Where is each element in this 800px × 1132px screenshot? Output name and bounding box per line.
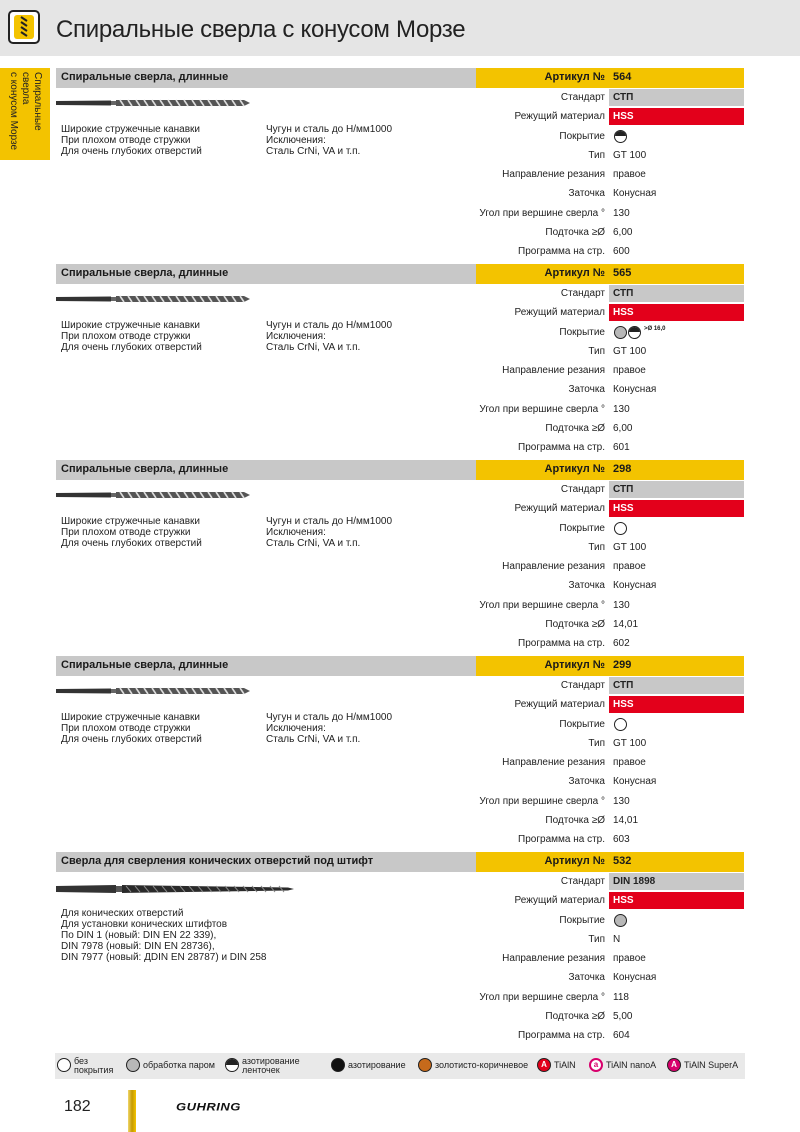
gold-coating-icon (418, 1058, 432, 1072)
spec-label: Подточка ≥Ø (545, 619, 605, 631)
spec-row (476, 519, 744, 538)
product-description: Широкие стружечные канавки При плохом отводе стружки Для очень глубоких отверстий (61, 124, 202, 157)
article-bar[interactable] (476, 460, 744, 480)
spec-value: Конусная (613, 188, 657, 200)
material-description: Чугун и сталь до Н/мм1000 Исключения: Сталь CrNi, VA и т.п. (266, 712, 393, 745)
coating-uncoated-icon (614, 522, 627, 535)
spec-value: HSS (613, 503, 634, 515)
spec-row (476, 107, 744, 126)
spec-value: Конусная (613, 384, 657, 396)
page-title: Спиральные сверла с конусом Морзе (56, 16, 466, 43)
spec-value: СТП (613, 92, 634, 103)
spec-value: 604 (613, 1030, 630, 1042)
uncoated-icon (57, 1058, 71, 1072)
spec-label: Тип (588, 345, 605, 357)
spec-row (476, 242, 744, 261)
legend-tialn-super: TiAlN SuperA (684, 1060, 739, 1070)
spec-value: правое (613, 953, 646, 965)
spec-row (476, 988, 744, 1007)
article-number: 299 (613, 659, 632, 671)
drill-image (56, 686, 256, 696)
spec-value: N (613, 933, 621, 945)
spec-label: Заточка (568, 384, 605, 396)
legend-gold: золотисто-коричневое (435, 1060, 529, 1070)
tialn-icon: A (537, 1058, 551, 1072)
spec-label: Подточка ≥Ø (545, 227, 605, 239)
page-header (0, 0, 800, 56)
spec-value: правое (613, 365, 646, 377)
spec-value: 600 (613, 246, 630, 258)
spec-label: Программа на стр. (518, 442, 605, 454)
spec-table (476, 284, 744, 458)
spec-value: 130 (613, 207, 630, 219)
spec-value: 5,00 (613, 1011, 633, 1023)
spec-value: 602 (613, 638, 630, 650)
spec-value: Конусная (613, 580, 657, 592)
spec-value: 130 (613, 795, 630, 807)
spec-row (476, 891, 744, 910)
spec-label: Покрытие (559, 718, 605, 730)
spec-value: правое (613, 561, 646, 573)
spec-value: СТП (613, 680, 634, 691)
spec-label: Тип (588, 737, 605, 749)
spec-label: Подточка ≥Ø (545, 423, 605, 435)
spec-row (476, 361, 744, 380)
nitride-icon (331, 1058, 345, 1072)
spec-label: Подточка ≥Ø (545, 1011, 605, 1023)
spec-value: 6,00 (613, 227, 633, 239)
spec-label: Заточка (568, 972, 605, 984)
spec-value: 118 (613, 991, 629, 1003)
article-number: 564 (613, 71, 632, 83)
legend-tialn-nano: TiAlN nanoA (606, 1060, 657, 1070)
spec-row (476, 146, 744, 165)
product-section (56, 68, 744, 258)
spec-row (476, 792, 744, 811)
spec-row (476, 184, 744, 203)
chapter-side-tab[interactable] (0, 68, 50, 160)
spec-label: Направление резания (502, 365, 605, 377)
section-title: Сверла для сверления конических отверстий под штифт (61, 855, 374, 867)
spec-label: Покрытие (559, 326, 605, 338)
spec-row (476, 753, 744, 772)
spec-label: Режущий материал (514, 503, 605, 515)
product-section (56, 264, 744, 454)
section-title: Спиральные сверла, длинные (61, 659, 229, 671)
material-description: Чугун и сталь до Н/мм1000 Исключения: Сталь CrNi, VA и т.п. (266, 124, 393, 157)
spec-value: СТП (613, 484, 634, 495)
spec-label: Режущий материал (514, 895, 605, 907)
spec-row (476, 695, 744, 714)
spec-label: Направление резания (502, 561, 605, 573)
spec-row (476, 1007, 744, 1026)
spec-row (476, 284, 744, 303)
spec-row (476, 676, 744, 695)
tialn-super-icon: A (667, 1058, 681, 1072)
spec-label: Режущий материал (514, 307, 605, 319)
product-section (56, 460, 744, 650)
spec-value: GT 100 (613, 345, 647, 357)
spec-label: Угол при вершине сверла ° (479, 991, 605, 1003)
product-description: Для конических отверстий Для установки конических штифтов По DIN 1 (новый: DIN EN 22 339), DIN 7978 (новый: DIN EN 28736), DIN 7977 (новый: ДDIN EN 28787) и DIN 258 (61, 908, 267, 963)
spec-row (476, 634, 744, 653)
spec-value: 130 (613, 403, 630, 415)
spec-row (476, 88, 744, 107)
spec-row (476, 872, 744, 891)
spec-label: Угол при вершине сверла ° (479, 599, 605, 611)
spec-table (476, 676, 744, 850)
steam-treated-icon (126, 1058, 140, 1072)
spec-label: Тип (588, 149, 605, 161)
spec-value: HSS (613, 895, 634, 907)
spec-row (476, 557, 744, 576)
spec-row (476, 811, 744, 830)
spec-row (476, 323, 744, 342)
nitride-band-icon (225, 1058, 239, 1072)
coating-uncoated-icon (614, 718, 627, 731)
spec-value: 6,00 (613, 423, 633, 435)
article-label: Артикул № (544, 463, 605, 475)
spec-label: Покрытие (559, 522, 605, 534)
spec-value: 130 (613, 599, 630, 611)
spec-value: GT 100 (613, 737, 647, 749)
spec-row (476, 380, 744, 399)
spec-value: СТП (613, 288, 634, 299)
coating-steam-icon (614, 326, 627, 339)
spec-row (476, 968, 744, 987)
spec-label: Покрытие (559, 914, 605, 926)
spec-row (476, 538, 744, 557)
spec-row (476, 303, 744, 322)
coating-legend (55, 1053, 745, 1079)
brand-logo: GUHRING (176, 1100, 241, 1113)
spec-value: правое (613, 757, 646, 769)
spec-row (476, 615, 744, 634)
spec-row (476, 499, 744, 518)
spec-value: HSS (613, 111, 634, 123)
spec-value: правое (613, 169, 646, 181)
spec-label: Угол при вершине сверла ° (479, 207, 605, 219)
spec-row (476, 949, 744, 968)
article-bar[interactable] (476, 656, 744, 676)
spec-row (476, 400, 744, 419)
spec-label: Стандарт (560, 876, 605, 887)
spec-value: HSS (613, 307, 634, 319)
spec-label: Программа на стр. (518, 246, 605, 258)
spec-row (476, 576, 744, 595)
spec-row (476, 480, 744, 499)
spec-label: Стандарт (560, 92, 605, 103)
spec-row (476, 596, 744, 615)
spec-label: Заточка (568, 188, 605, 200)
coating-nitride-band-icon (614, 130, 627, 143)
spec-label: Направление резания (502, 757, 605, 769)
tialn-nano-icon: a (589, 1058, 603, 1072)
spec-value: HSS (613, 699, 634, 711)
spec-label: Подточка ≥Ø (545, 815, 605, 827)
spec-row (476, 127, 744, 146)
spec-row (476, 223, 744, 242)
legend-tialn: TiAlN (554, 1060, 576, 1070)
product-description: Широкие стружечные канавки При плохом отводе стружки Для очень глубоких отверстий (61, 712, 202, 745)
spec-value: Конусная (613, 776, 657, 788)
side-tab-label: Спиральные сверла с конусом Морзе (8, 72, 43, 151)
spec-value: 14,01 (613, 619, 639, 631)
article-number: 532 (613, 855, 632, 867)
spec-label: Программа на стр. (518, 1030, 605, 1042)
spec-label: Стандарт (560, 484, 605, 495)
article-label: Артикул № (544, 71, 605, 83)
spec-label: Покрытие (559, 130, 605, 142)
drill-image (56, 490, 256, 500)
spec-label: Тип (588, 541, 605, 553)
spec-label: Направление резания (502, 953, 605, 965)
material-description: Чугун и сталь до Н/мм1000 Исключения: Сталь CrNi, VA и т.п. (266, 320, 393, 353)
article-number: 565 (613, 267, 632, 279)
spec-table (476, 88, 744, 262)
article-label: Артикул № (544, 267, 605, 279)
spec-label: Направление резания (502, 169, 605, 181)
legend-nitride-band: азотирование ленточек (242, 1056, 300, 1075)
spec-value: DIN 1898 (613, 876, 656, 887)
spec-value: GT 100 (613, 541, 647, 553)
spec-row (476, 734, 744, 753)
spec-label: Стандарт (560, 288, 605, 299)
spec-row (476, 165, 744, 184)
spec-value: GT 100 (613, 149, 647, 161)
legend-uncoated: без покрытия (74, 1056, 114, 1075)
spec-row (476, 911, 744, 930)
spec-label: Заточка (568, 776, 605, 788)
material-description: Чугун и сталь до Н/мм1000 Исключения: Сталь CrNi, VA и т.п. (266, 516, 393, 549)
spec-value: Конусная (613, 972, 657, 984)
spec-row (476, 772, 744, 791)
article-bar[interactable] (476, 68, 744, 88)
drill-logo-icon (8, 10, 40, 44)
article-number: 298 (613, 463, 632, 475)
section-title: Спиральные сверла, длинные (61, 71, 229, 83)
spec-label: Режущий материал (514, 111, 605, 123)
legend-steam: обработка паром (143, 1060, 215, 1070)
article-bar[interactable] (476, 852, 744, 872)
drill-image (56, 98, 256, 108)
article-bar[interactable] (476, 264, 744, 284)
coating-note: >Ø 16,0 (644, 325, 666, 332)
spec-row (476, 342, 744, 361)
spec-row (476, 830, 744, 849)
spec-row (476, 715, 744, 734)
spec-label: Заточка (568, 580, 605, 592)
product-section (56, 852, 744, 1042)
spec-label: Тип (588, 933, 605, 945)
drill-image (56, 882, 296, 896)
legend-nitride: азотирование (348, 1060, 406, 1070)
spec-row (476, 438, 744, 457)
spec-value: 601 (613, 442, 630, 454)
product-section (56, 656, 744, 846)
spec-label: Программа на стр. (518, 638, 605, 650)
spec-value: 603 (613, 834, 630, 846)
spec-label: Угол при вершине сверла ° (479, 403, 605, 415)
section-title: Спиральные сверла, длинные (61, 463, 229, 475)
spec-label: Стандарт (560, 680, 605, 691)
product-description: Широкие стружечные канавки При плохом отводе стружки Для очень глубоких отверстий (61, 516, 202, 549)
coating-steam-icon (614, 914, 627, 927)
spec-row (476, 419, 744, 438)
article-label: Артикул № (544, 855, 605, 867)
section-title: Спиральные сверла, длинные (61, 267, 229, 279)
spec-row (476, 1026, 744, 1045)
spec-value: 14,01 (613, 815, 639, 827)
spec-row (476, 930, 744, 949)
spec-label: Режущий материал (514, 699, 605, 711)
article-label: Артикул № (544, 659, 605, 671)
drill-image (56, 294, 256, 304)
spec-table (476, 872, 744, 1046)
product-description: Широкие стружечные канавки При плохом отводе стружки Для очень глубоких отверстий (61, 320, 202, 353)
coating-nitride-band-icon (628, 326, 641, 339)
spec-table (476, 480, 744, 654)
spec-label: Угол при вершине сверла ° (479, 795, 605, 807)
spec-label: Программа на стр. (518, 834, 605, 846)
spec-row (476, 204, 744, 223)
page-number: 182 (64, 1098, 91, 1115)
footer-gold-strip (128, 1090, 136, 1132)
